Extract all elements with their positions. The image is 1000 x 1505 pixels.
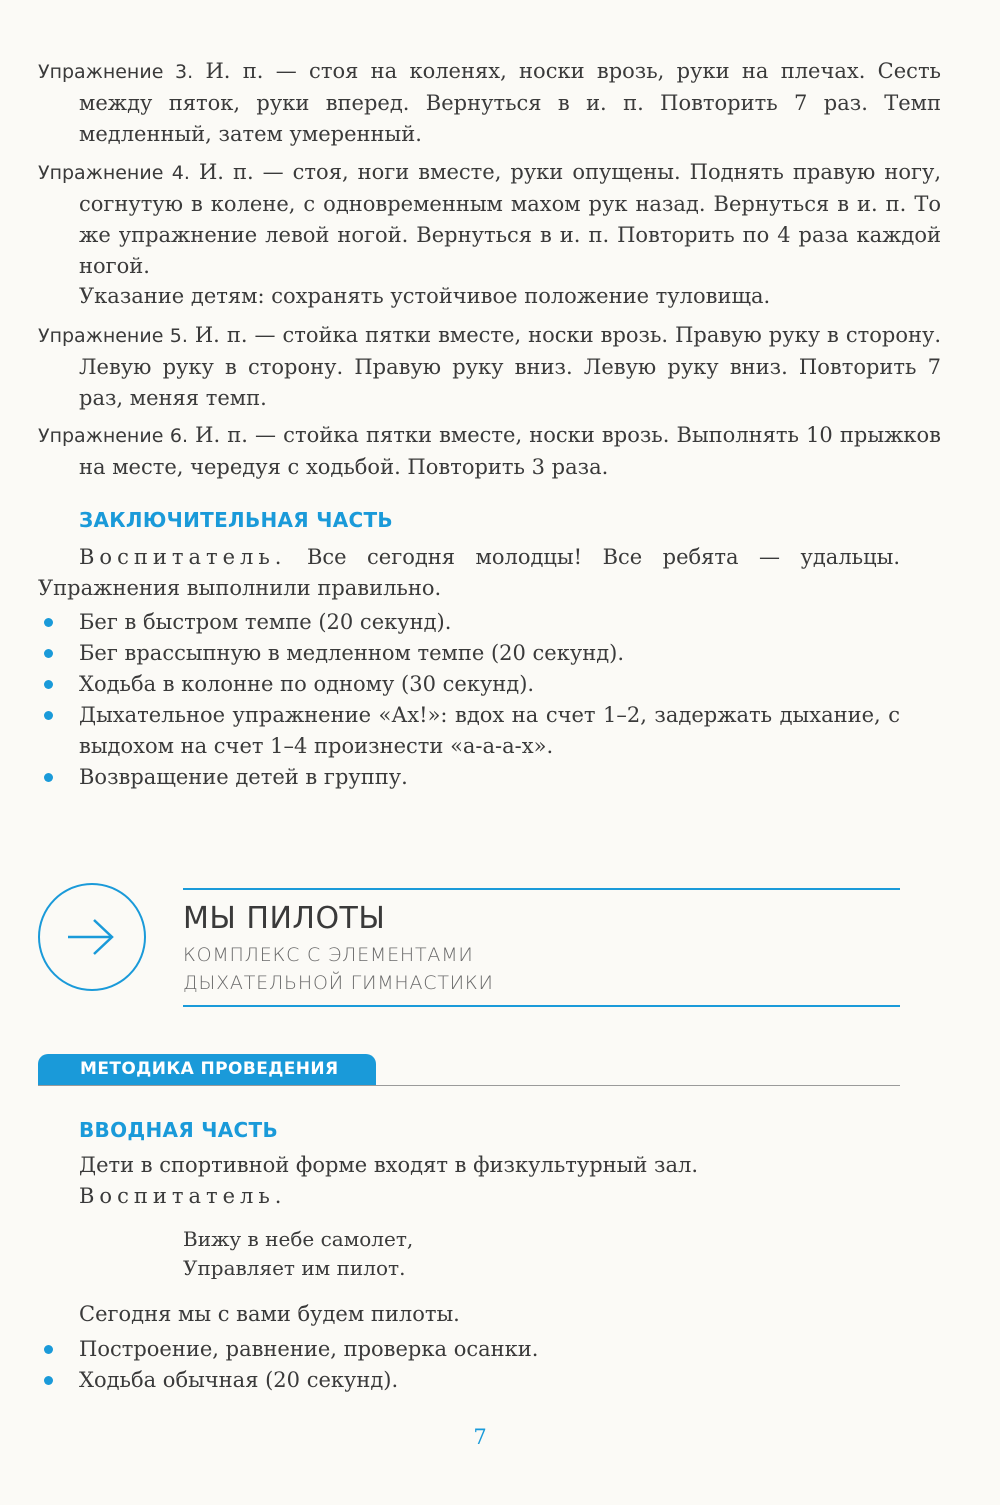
list-item-text: Возвращение детей в группу. bbox=[79, 765, 408, 789]
list-item bbox=[38, 607, 900, 638]
bullet-icon bbox=[44, 773, 53, 782]
final-part-speech bbox=[38, 542, 900, 604]
speaker-label: Воспитатель. bbox=[79, 545, 287, 569]
intro-line-1: Дети в спортивной форме входят в физкультурный зал. bbox=[79, 1153, 699, 1177]
poem bbox=[183, 1225, 413, 1283]
list-item-text: Ходьба в колонне по одному (30 секунд). bbox=[79, 672, 535, 696]
list-item-text: Бег в быстром темпе (20 секунд). bbox=[79, 610, 452, 634]
poem-line: Вижу в небе самолет, bbox=[183, 1227, 414, 1251]
list-item bbox=[38, 1365, 900, 1396]
method-tab-label: МЕТОДИКА ПРОВЕДЕНИЯ bbox=[80, 1059, 339, 1079]
exercise-text: И. п. — стойка пятки вместе, носки врозь. Правую руку в сторону. Левую руку в сторону. Правую руку вниз. Левую руку вниз. Повторить 7 раз, меняя темп. bbox=[79, 323, 942, 410]
page-number: 7 bbox=[473, 1425, 487, 1449]
exercise-text: И. п. — стойка пятки вместе, носки врозь. Выполнять 10 прыжков на месте, чередуя с ходьбой. Повторить 3 раза. bbox=[79, 423, 941, 479]
list-item-text: Бег врассыпную в медленном темпе (20 секунд). bbox=[79, 641, 625, 665]
method-tab bbox=[38, 1054, 376, 1086]
exercise-5 bbox=[38, 320, 941, 414]
speech-text: Все сегодня молодцы! Все ребята — удальцы. Упражнения выполнили правильно. bbox=[38, 545, 900, 600]
exercise-4-note: Указание детям: сохранять устойчивое положение туловища. bbox=[79, 284, 771, 308]
exercise-6 bbox=[38, 420, 941, 483]
bullet-icon bbox=[44, 680, 53, 689]
list-item bbox=[38, 638, 900, 669]
bullet-icon bbox=[44, 1376, 53, 1385]
section-bottom-rule bbox=[183, 1005, 900, 1007]
speaker-label: Воспитатель. bbox=[79, 1184, 287, 1208]
list-item bbox=[38, 762, 900, 793]
intro-part-list bbox=[38, 1334, 900, 1396]
exercise-label: Упражнение 4. bbox=[38, 162, 190, 184]
bullet-icon bbox=[44, 1345, 53, 1354]
list-item bbox=[38, 700, 900, 762]
exercise-4 bbox=[38, 157, 941, 282]
list-item bbox=[38, 1334, 900, 1365]
section-top-rule bbox=[183, 888, 900, 890]
exercise-label: Упражнение 3. bbox=[38, 61, 194, 83]
final-part-list bbox=[38, 607, 900, 793]
exercise-label: Упражнение 6. bbox=[38, 425, 189, 447]
list-item-text: Ходьба обычная (20 секунд). bbox=[79, 1368, 399, 1392]
list-item-text: Построение, равнение, проверка осанки. bbox=[79, 1337, 539, 1361]
intro-part-heading: ВВОДНАЯ ЧАСТЬ bbox=[79, 1118, 278, 1142]
section-title: МЫ ПИЛОТЫ bbox=[183, 901, 386, 936]
exercise-text: И. п. — стоя на коленях, носки врозь, руки на плечах. Сесть между пяток, руки вперед. Вернуться в и. п. Повторить 7 раз. Темп медленный, затем умеренный. bbox=[79, 59, 941, 146]
intro-line-2: Сегодня мы с вами будем пилоты. bbox=[79, 1302, 460, 1326]
bullet-icon bbox=[44, 618, 53, 627]
arrow-right-icon bbox=[64, 915, 118, 959]
subtitle-line: ДЫХАТЕЛЬНОЙ ГИМНАСТИКИ bbox=[183, 972, 494, 994]
poem-line: Управляет им пилот. bbox=[183, 1256, 406, 1280]
subtitle-line: КОМПЛЕКС С ЭЛЕМЕНТАМИ bbox=[183, 944, 474, 966]
exercise-label: Упражнение 5. bbox=[38, 325, 188, 347]
section-subtitle bbox=[183, 941, 494, 997]
list-item bbox=[38, 669, 900, 700]
exercise-text: И. п. — стоя, ноги вместе, руки опущены. Поднять правую ногу, согнутую в колене, с одновременным махом рук назад. Вернуться в и. п. То же упражнение левой ногой. Вернуться в и. п. Повторить по 4 раза каждой ногой. bbox=[79, 160, 942, 278]
bullet-icon bbox=[44, 711, 53, 720]
final-part-heading: ЗАКЛЮЧИТЕЛЬНАЯ ЧАСТЬ bbox=[79, 508, 393, 532]
list-item-text: Дыхательное упражнение «Ах!»: вдох на счет 1–2, задержать дыхание, с выдохом на счет 1–4 произнести «а-а-а-х». bbox=[79, 703, 900, 758]
method-tab-rule bbox=[38, 1085, 900, 1086]
bullet-icon bbox=[44, 649, 53, 658]
arrow-circle bbox=[38, 883, 146, 991]
exercise-3 bbox=[38, 56, 941, 150]
